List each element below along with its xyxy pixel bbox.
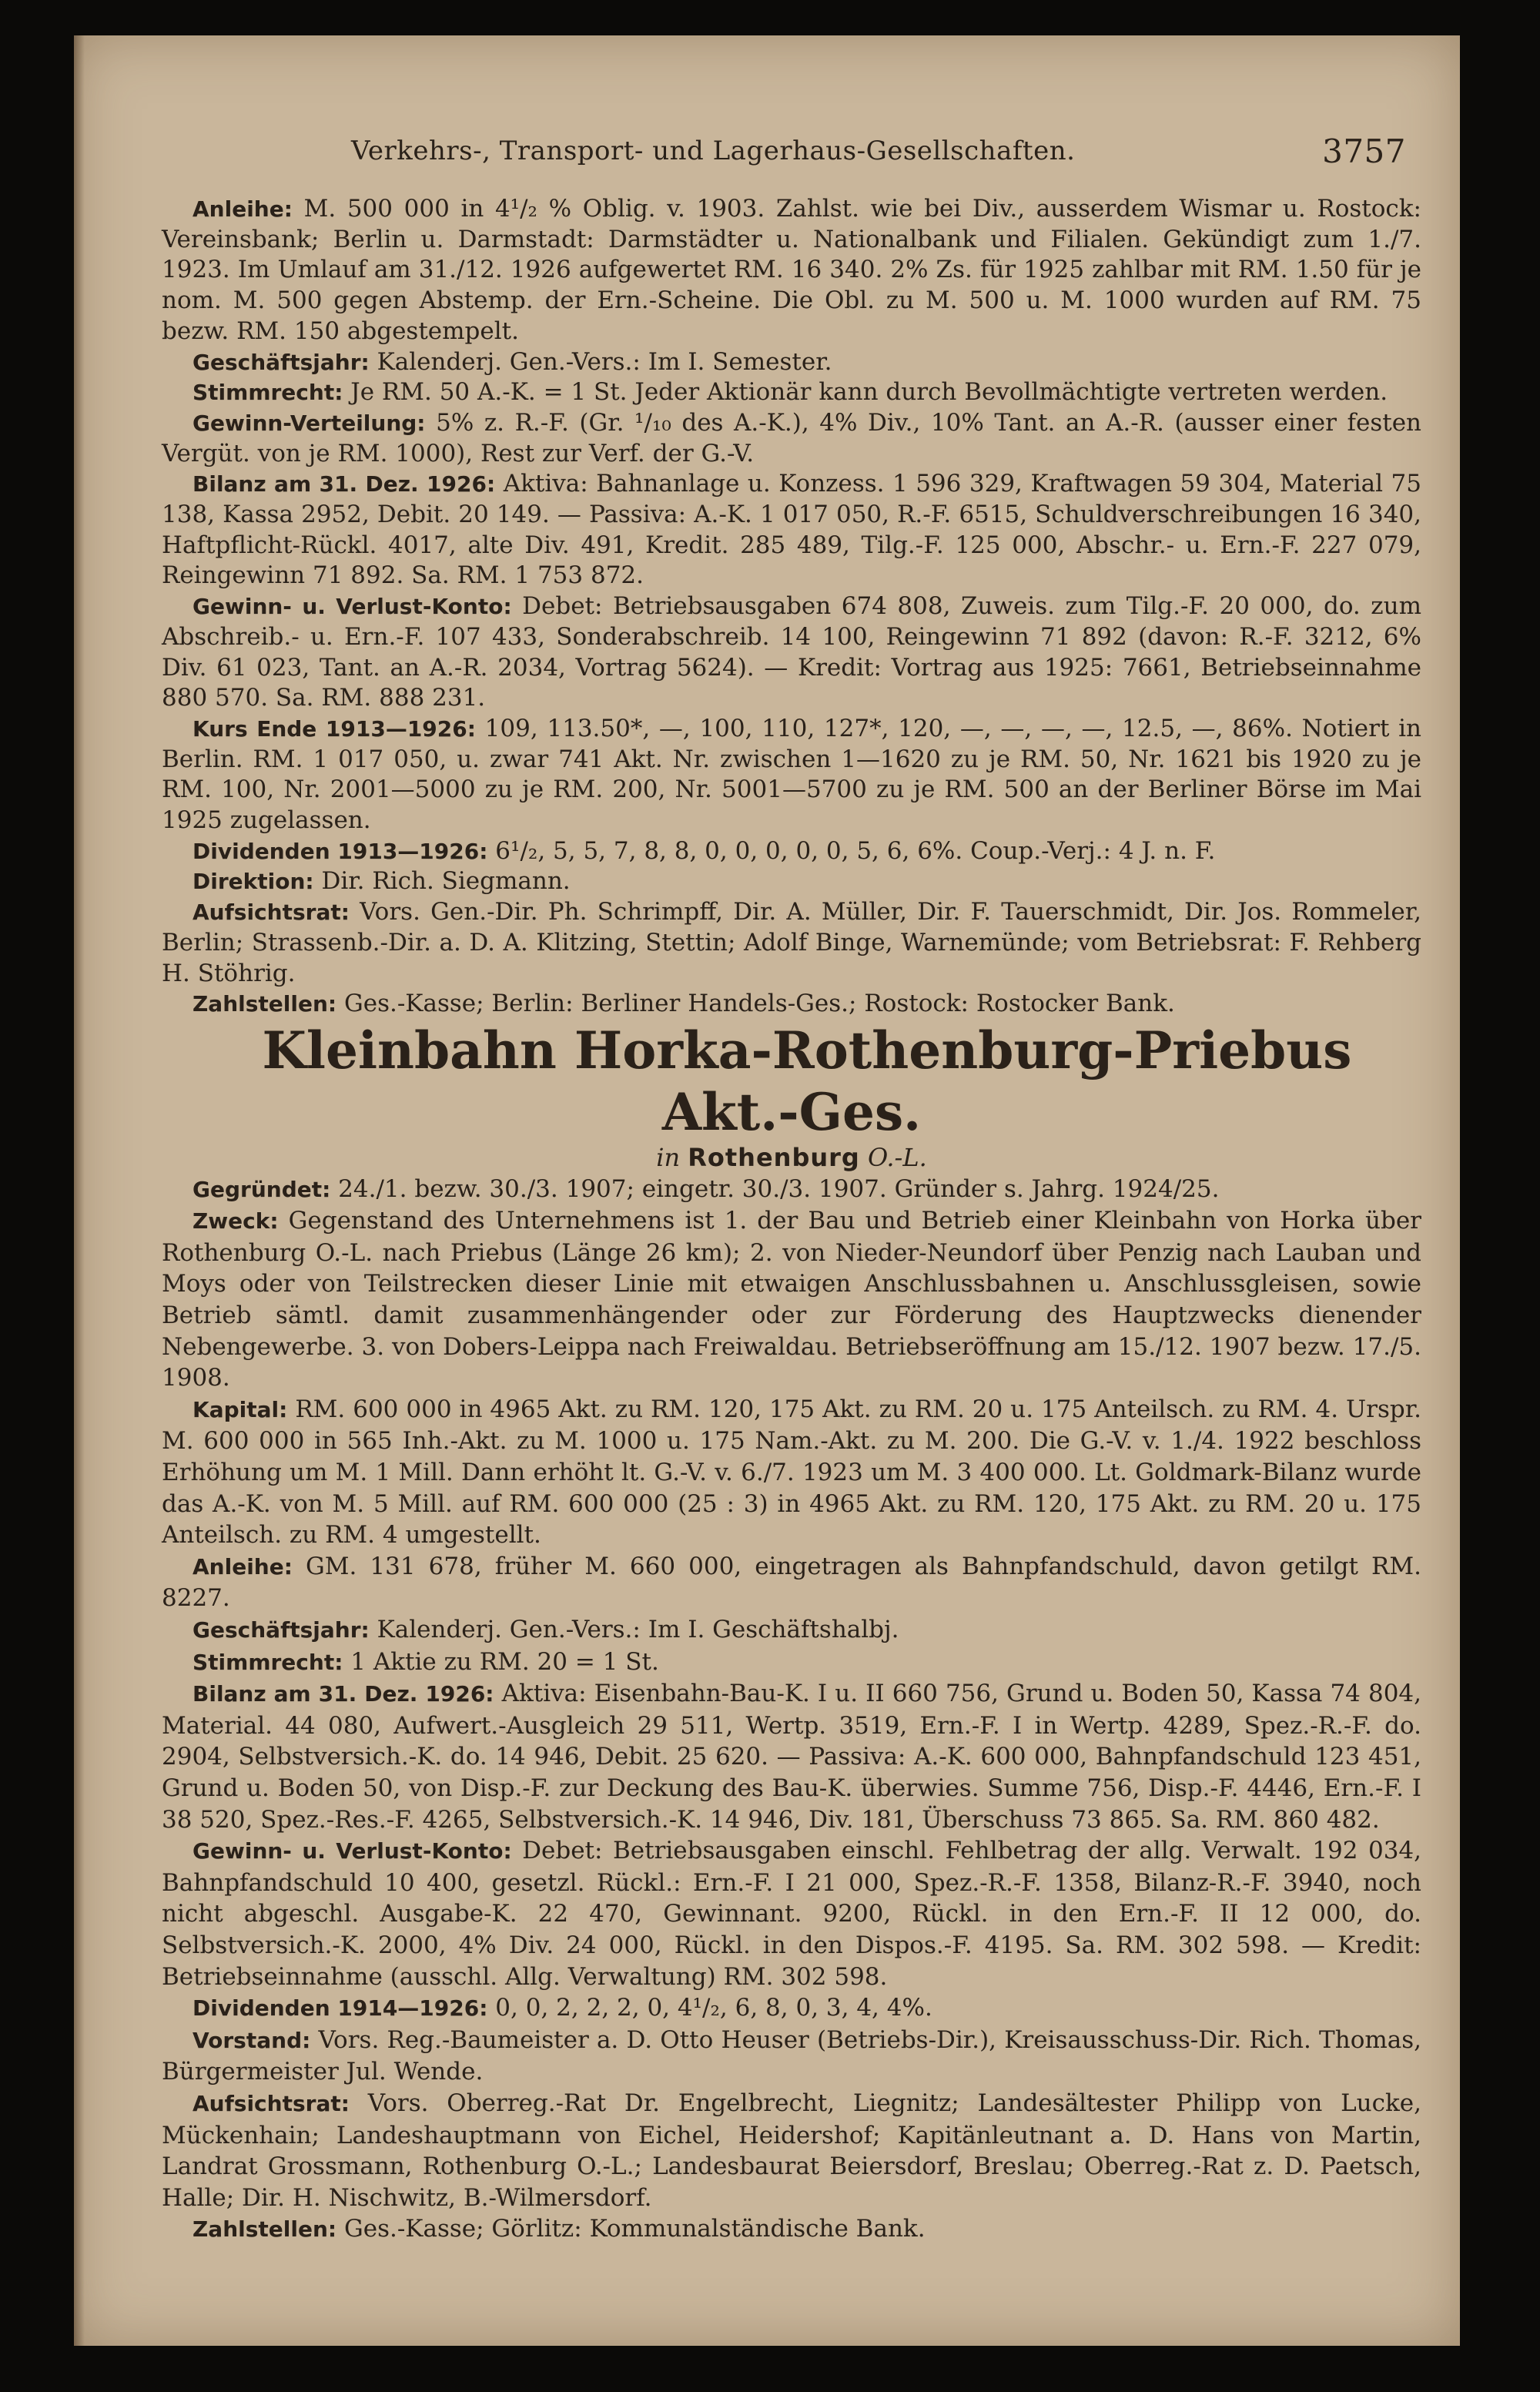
entry-paragraph [162,866,1421,897]
entry-text: 24./1. bezw. 30./3. 1907; eingetr. 30./3. 1907. Gründer s. Jahrg. 1924/25. [338,1174,1220,1203]
entry-label: Direktion: [192,869,314,895]
entry-text: Ges.-Kasse; Berlin: Berliner Handels-Ges.; Rostock: Rostocker Bank. [343,990,1175,1018]
entry-text: Vors. Oberreg.-Rat Dr. Engelbrecht, Liegnitz; Landesältester Philipp von Lucke, Mückenhain; Landeshauptmann von Eichel, Heidershof; Kapitänleutnant a. D. Hans von Martin, Landrat Grossmann, Rothenburg O.-L.; Landesbaurat Beiersdorf, Breslau; Oberreg.-Rat z. D. Paetsch, Halle; Dir. H. Nischwitz, B.-Wilmersdorf. [162,2089,1421,2212]
entry-text: Aktiva: Bahnanlage u. Konzess. 1 596 329, Kraftwagen 59 304, Material 75 138, Kassa 2952, Debit. 20 149. — Passiva: A.-K. 1 017 050, R.-F. 6515, Schuldverschreibungen 16 340, Haftpflicht-Rückl. 4017, alte Div. 491, Kredit. 285 489, Tilg.-F. 125 000, Abschr.- u. Ern.-F. 227 079, Reingewinn 71 892. Sa. RM. 1 753 872. [162,470,1422,590]
entry-paragraph [162,1647,1421,1679]
page-content [162,194,1421,2246]
document-page [74,35,1460,2346]
entry-text: Je RM. 50 A.-K. = 1 St. Jeder Aktionär kann durch Bevollmächtigte vertreten werden. [350,378,1388,407]
entry-paragraph [162,1678,1421,1835]
header-title: Verkehrs-, Transport- und Lagerhaus-Gesellschaften. [351,136,1076,166]
entry-text: 6¹/₂, 5, 5, 7, 8, 8, 0, 0, 0, 0, 0, 5, 6, 6%. Coup.-Verj.: 4 J. n. F. [495,836,1216,865]
entry-label: Zahlstellen: [192,991,337,1017]
entry-paragraph [162,347,1421,378]
entry-paragraph [162,836,1421,867]
entry-paragraph [162,1551,1421,1614]
entry-paragraph [162,1614,1421,1647]
entry-paragraph [162,1394,1421,1551]
entry-label: Kapital: [192,1396,288,1422]
entry-label: Gewinn- u. Verlust-Konto: [192,594,512,620]
entry-text: Vors. Reg.-Baumeister a. D. Otto Heuser (Betriebs-Dir.), Kreisausschuss-Dir. Rich. Thomas, Bürgermeister Jul. Wende. [162,2025,1422,2086]
entry-paragraph [162,897,1421,989]
entry-paragraph [162,591,1421,714]
entry-text: 109, 113.50*, —, 100, 110, 127*, 120, —, —, —, —, 12.5, —, 86%. Notiert in Berlin. RM. 1 017 050, u. zwar 741 Akt. Nr. zwischen 1—1620 zu je RM. 50, Nr. 1621 bis 1920 zu je RM. 100, Nr. 2001—5000 zu je RM. 200, Nr. 5001—5700 zu je RM. 500 an der Berliner Börse im Mai 1925 zugelassen. [162,714,1421,835]
entry-text: Kalenderj. Gen.-Vers.: Im I. Semester. [377,347,832,376]
running-header [351,132,1406,170]
entry-label: Gewinn-Verteilung: [192,410,426,436]
entry-label: Vorstand: [192,2027,311,2053]
entry-label: Kurs Ende 1913—1926: [192,715,476,742]
entry-text: 5% z. R.-F. (Gr. ¹/₁₀ des A.-K.), 4% Div., 10% Tant. an A.-R. (ausser einer festen Vergüt. von je RM. 1000), Rest zur Verf. der G.-V. [162,408,1421,467]
entry-text: Gegenstand des Unternehmens ist 1. der Bau und Betrieb einer Kleinbahn von Horka über Rothenburg O.-L. nach Priebus (Länge 26 km); 2. von Nieder-Neundorf über Penzig nach Lauban und Moys oder von Teilstrecken dieser Linie mit etwaigen Anschlussbahnen u. Anschlussgleisen, sowie Betrieb sämtl. damit zusammenhängender oder zur Förderung des Hauptzwecks dienender Nebengewerbe. 3. von Dobers-Leippa nach Freiwaldau. Betriebseröffnung am 15./12. 1907 bezw. 17./5. 1908. [162,1207,1421,1392]
entry-paragraph [162,714,1421,836]
entry-text: 1 Aktie zu RM. 20 = 1 St. [350,1647,659,1676]
entry-text: Dir. Rich. Siegmann. [321,867,571,896]
entry-paragraph [162,2088,1421,2213]
entry-label: Aufsichtsrat: [192,2090,350,2116]
entry-paragraph [162,194,1421,347]
entry-paragraph [162,469,1421,591]
entry-text: RM. 600 000 in 4965 Akt. zu RM. 120, 175 Akt. zu RM. 20 u. 175 Anteilsch. zu RM. 4. Urspr. M. 600 000 in 565 Inh.-Akt. zu M. 1000 u. 175 Nam.-Akt. zu M. 200. Die G.-V. v. 1./4. 1922 beschloss Erhöhung um M. 1 Mill. Dann erhöht lt. G.-V. v. 6./7. 1923 um M. 3 400 000. Lt. Goldmark-Bilanz wurde das A.-K. von M. 5 Mill. auf RM. 600 000 (25 : 3) in 4965 Akt. zu RM. 120, 175 Akt. zu RM. 20 u. 175 Anteilsch. zu RM. 4 umgestellt. [162,1395,1422,1549]
entry-text: Debet: Betriebsausgaben 674 808, Zuweis. zum Tilg.-F. 20 000, do. zum Abschreib.- u. Ern.-F. 107 433, Sonderabschreib. 14 100, Reingewinn 71 892 (davon: R.-F. 3212, 6% Div. 61 023, Tant. an A.-R. 2034, Vortrag 5624). — Kredit: Vortrag aus 1925: 7661, Betriebseinnahme 880 570. Sa. RM. 888 231. [162,592,1421,712]
location-prefix: in [656,1142,681,1172]
section-kleinbahn [162,1174,1421,2246]
entry-label: Gegründet: [192,1176,331,1202]
company-title: Kleinbahn Horka-Rothenburg-Priebus Akt.-Ges. [262,1020,1352,1142]
entry-paragraph [162,1205,1421,1394]
entry-paragraph [162,989,1421,1020]
entry-label: Zahlstellen: [192,2216,337,2243]
entry-label: Anleihe: [192,196,293,222]
entry-label: Geschäftsjahr: [192,1617,370,1643]
entry-label: Stimmrecht: [192,1649,343,1675]
entry-label: Gewinn- u. Verlust-Konto: [192,1838,512,1864]
entry-text: Debet: Betriebsausgaben einschl. Fehlbetrag der allg. Verwalt. 192 034, Bahnpfandschuld 10 400, gesetzl. Rückl.: Ern.-F. I 21 000, Spez.-R.-F. 1358, Bilanz-R.-F. 3940, noch nicht abgeschl. Ausgabe-K. 22 470, Gewinnant. 9200, Rückl. in den Ern.-F. II 12 000, do. Selbstversich.-K. 2000, 4% Div. 24 000, Rückl. in den Dispos.-F. 4195. Sa. RM. 302 598. — Kredit: Betriebseinnahme (ausschl. Allg. Verwaltung) RM. 302 598. [162,1837,1421,1991]
entry-label: Bilanz am 31. Dez. 1926: [192,471,496,497]
location-suffix: O.-L. [867,1142,927,1172]
section-first-company [162,194,1421,1020]
entry-paragraph [162,1835,1421,1992]
entry-text: GM. 131 678, früher M. 660 000, eingetragen als Bahnpfandschuld, davon getilgt RM. 8227. [162,1552,1421,1613]
location-city: Rothenburg [688,1142,860,1172]
entry-paragraph [162,1174,1421,1206]
entry-text: 0, 0, 2, 2, 2, 0, 4¹/₂, 6, 8, 0, 3, 4, 4%. [495,1994,932,2022]
entry-label: Dividenden 1914—1926: [192,1995,488,2022]
entry-label: Aufsichtsrat: [192,900,350,926]
entry-paragraph [162,408,1421,469]
entry-text: M. 500 000 in 4¹/₂ % Oblig. v. 1903. Zahlst. wie bei Div., ausserdem Wismar u. Rostock: Vereinsbank; Berlin u. Darmstadt: Darmstädter u. Nationalbank und Filialen. Gekündigt zum 1./7. 1923. Im Umlauf am 31./12. 1926 aufgewertet RM. 16 340. 2% Zs. für 1925 zahlbar mit RM. 1.50 für je nom. M. 500 gegen Abstemp. der Ern.-Scheine. Die Obl. zu M. 500 u. M. 1000 wurden auf RM. 75 bezw. RM. 150 abgestempelt. [162,195,1422,345]
entry-paragraph [162,377,1421,408]
entry-paragraph [162,2213,1421,2246]
entry-label: Stimmrecht: [192,380,343,406]
entry-text: Kalenderj. Gen.-Vers.: Im I. Geschäftshalbj. [377,1616,899,1643]
page-number: 3757 [1322,132,1406,170]
entry-text: Ges.-Kasse; Görlitz: Kommunalständische Bank. [343,2215,926,2243]
entry-paragraph [162,2025,1421,2088]
entry-label: Zweck: [192,1208,279,1235]
entry-text: Aktiva: Eisenbahn-Bau-K. I u. II 660 756, Grund u. Boden 50, Kassa 74 804, Material. 44 080, Aufwert.-Ausgleich 29 511, Wertp. 3519, Ern.-F. I in Wertp. 4289, Spez.-R.-F. do. 2904, Selbstversich.-K. do. 14 946, Debit. 25 620. — Passiva: A.-K. 600 000, Bahnpfandschuld 123 451, Grund u. Boden 50, von Disp.-F. zur Deckung des Bau-K. überwies. Summe 756, Disp.-F. 4446, Ern.-F. I 38 520, Spez.-Res.-F. 4265, Selbstversich.-K. 14 946, Div. 181, Überschuss 73 865. Sa. RM. 860 482. [162,1680,1421,1834]
entry-label: Dividenden 1913—1926: [192,838,488,864]
entry-label: Anleihe: [192,1553,293,1580]
entry-paragraph [162,1992,1421,2025]
company-location [162,1143,1421,1174]
entry-label: Geschäftsjahr: [192,349,370,375]
entry-text: Vors. Gen.-Dir. Ph. Schrimpff, Dir. A. Müller, Dir. F. Tauerschmidt, Dir. Jos. Rommeler, Berlin; Strassenb.-Dir. a. D. A. Klitzing, Stettin; Adolf Binge, Warnemünde; vom Betriebsrat: F. Rehberg H. Stöhrig. [162,898,1421,987]
entry-label: Bilanz am 31. Dez. 1926: [192,1681,494,1707]
